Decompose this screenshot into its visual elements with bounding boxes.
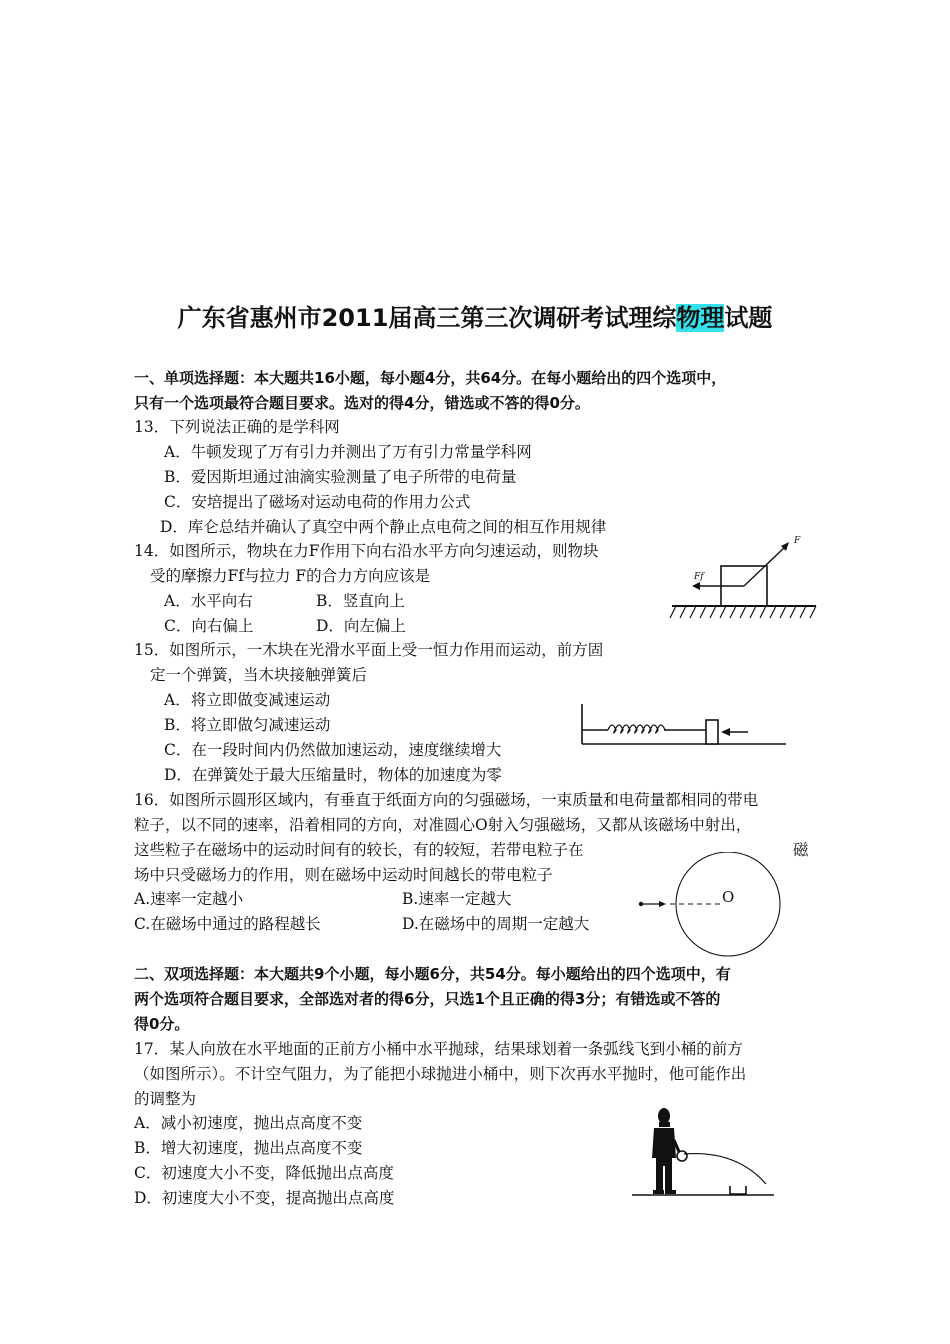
q14-option-c: C．向右偏上 — [164, 617, 254, 635]
q15-stem-line2: 定一个弹簧，当木块接触弹簧后 — [150, 666, 368, 684]
q17-option-b: B．增大初速度，抛出点高度不变 — [134, 1139, 363, 1157]
section1-heading-line2: 只有一个选项最符合题目要求。选对的得4分，错选或不答的得0分。 — [134, 394, 590, 412]
q17-stem-line1: 17．某人向放在水平地面的正前方小桶中水平抛球，结果球划着一条弧线飞到小桶的前方 — [134, 1040, 743, 1058]
q16-stem-line3: 这些粒子在磁场中的运动时间有的较长，有的较短，若带电粒子在 — [134, 841, 584, 859]
q17-figure — [628, 1106, 778, 1202]
q17-stem-line2: （如图所示）。不计空气阻力，为了能把小球抛进小桶中，则下次再水平抛时，他可能作出 — [134, 1065, 747, 1083]
title-highlight: 物理 — [676, 304, 725, 332]
q16-option-b: B.速率一定越大 — [402, 890, 512, 908]
q15-stem-line1: 15．如图所示，一木块在光滑水平面上受一恒力作用而运动，前方固 — [134, 641, 604, 659]
title-prefix: 广东省惠州市2011届高三第三次调研考试理综 — [177, 304, 677, 332]
page-title — [0, 298, 950, 333]
q16-stem-line2: 粒子，以不同的速率，沿着相同的方向，对准圆心O射入匀强磁场，又都从该磁场中射出， — [134, 816, 752, 834]
q13-stem: 13．下列说法正确的是学科网 — [134, 418, 340, 436]
q17-option-c: C．初速度大小不变，降低抛出点高度 — [134, 1164, 394, 1182]
q15-option-c: C．在一段时间内仍然做加速运动，速度继续增大 — [164, 741, 502, 759]
block-force-diagram — [668, 534, 828, 626]
section1-heading-line1: 一、单项选择题：本大题共16小题，每小题4分，共64分。在每小题给出的四个选项中， — [134, 369, 727, 387]
q16-option-a: A.速率一定越小 — [134, 890, 244, 908]
magnetic-field-circle-diagram — [630, 852, 790, 958]
q17-option-a: A．减小初速度，抛出点高度不变 — [134, 1114, 363, 1132]
q13-option-d: D．库仑总结并确认了真空中两个静止点电荷之间的相互作用规律 — [160, 518, 607, 536]
q14-option-a: A．水平向右 — [164, 592, 253, 610]
q14-figure-label-f: F — [794, 536, 801, 546]
q16-stem-line4: 场中只受磁场力的作用，则在磁场中运动时间越长的带电粒子 — [134, 866, 553, 884]
q13-option-b: B．爱因斯坦通过油滴实验测量了电子所带的电荷量 — [164, 468, 517, 486]
section2-heading-line3: 得0分。 — [134, 1015, 190, 1033]
q16-option-d: D.在磁场中的周期一定越大 — [402, 915, 590, 933]
q15-option-a: A．将立即做变减速运动 — [164, 691, 331, 709]
section2-heading-line1: 二、双项选择题：本大题共9个小题，每小题6分，共54分。每小题给出的四个选项中，有 — [134, 965, 731, 983]
q14-figure — [668, 534, 828, 626]
q17-option-d: D．初速度大小不变，提高抛出点高度 — [134, 1189, 395, 1207]
section2-heading-line2: 两个选项符合题目要求，全部选对者的得6分，只选1个且正确的得3分；有错选或不答的 — [134, 990, 721, 1008]
q16-option-c: C.在磁场中通过的路程越长 — [134, 915, 321, 933]
q15-option-b: B．将立即做匀减速运动 — [164, 716, 331, 734]
q14-stem-line2: 受的摩擦力Ff与拉力 F的合力方向应该是 — [150, 567, 431, 585]
q14-stem-line1: 14．如图所示，物块在力F作用下向右沿水平方向匀速运动，则物块 — [134, 542, 599, 560]
q16-figure-label-o: O — [722, 888, 735, 906]
q16-stem-line3-end: 磁 — [793, 841, 809, 859]
title-suffix: 试题 — [724, 304, 773, 332]
q15-option-d: D．在弹簧处于最大压缩量时，物体的加速度为零 — [164, 766, 502, 784]
q14-option-b: B．竖直向上 — [316, 592, 405, 610]
q13-option-c: C．安培提出了磁场对运动电荷的作用力公式 — [164, 493, 471, 511]
q14-figure-label-ff: Ff — [694, 572, 704, 582]
q15-figure — [576, 700, 792, 752]
q13-option-a: A．牛顿发现了万有引力并测出了万有引力常量学科网 — [164, 443, 532, 461]
q16-figure — [630, 852, 790, 958]
person-throwing-ball-diagram — [628, 1106, 778, 1202]
q14-option-d: D．向左偏上 — [316, 617, 406, 635]
q16-stem-line1: 16．如图所示圆形区域内，有垂直于纸面方向的匀强磁场，一束质量和电荷量都相同的带电 — [134, 791, 759, 809]
q17-stem-line3: 的调整为 — [134, 1090, 197, 1108]
spring-block-diagram — [576, 700, 792, 752]
